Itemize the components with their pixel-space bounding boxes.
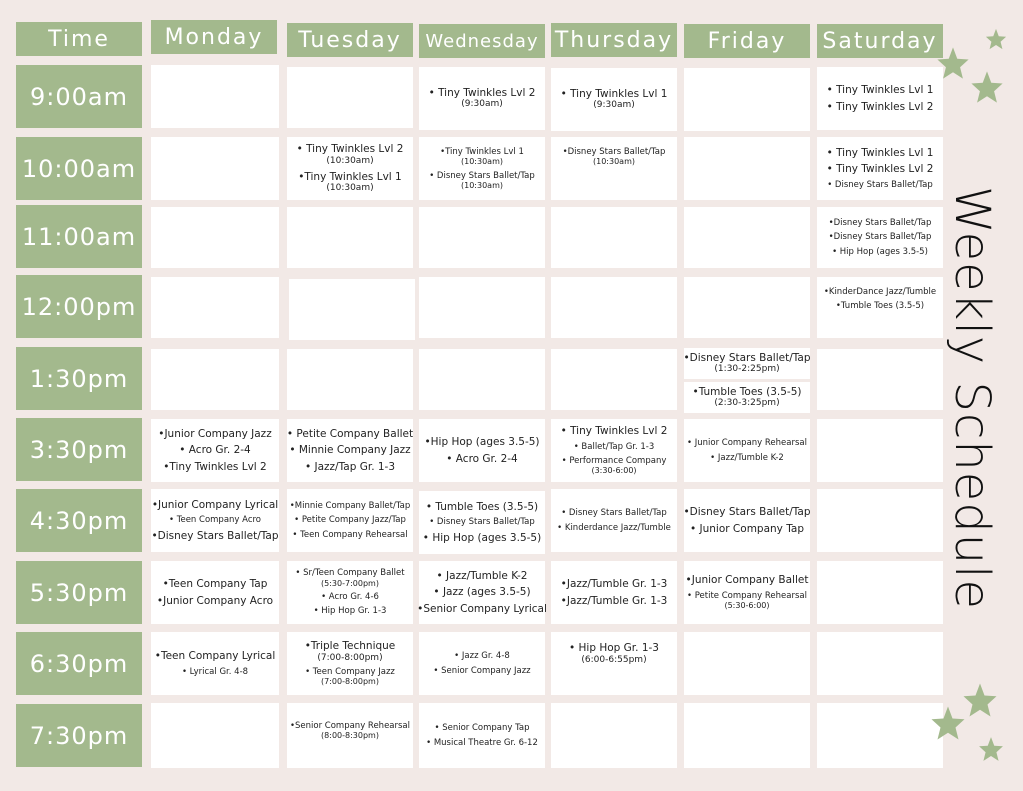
class-entry: •Disney Stars Ballet/Tap <box>828 218 932 229</box>
schedule-cell-fri-130pm-a <box>684 348 810 379</box>
class-entry: •Disney Stars Ballet/Tap (10:30am) <box>562 147 666 167</box>
header-friday: Friday <box>684 24 810 58</box>
schedule-cell-wed-11am <box>419 207 545 268</box>
page-title-text: Weekly Schedule <box>944 185 1001 611</box>
class-entry: •Senior Company Lyrical <box>417 602 547 615</box>
schedule-cell-tue-11am <box>287 207 413 268</box>
class-entry: • Tiny Twinkles Lvl 2 (10:30am) <box>296 143 404 166</box>
schedule-cell-sat-730pm <box>817 703 943 768</box>
schedule-cell-fri-530pm <box>684 561 810 624</box>
schedule-cell-sat-11am <box>817 207 943 268</box>
class-entry: •Tumble Toes (3.5-5) <box>835 301 925 312</box>
class-entry: •KinderDance Jazz/Tumble <box>823 287 937 297</box>
class-entry: • Tiny Twinkles Lvl 1 (9:30am) <box>560 87 668 111</box>
class-entry: •Junior Company Lyrical <box>151 498 279 511</box>
class-entry: •Tumble Toes (3.5-5) (2:30-3:25pm) <box>692 385 802 409</box>
schedule-cell-wed-130pm <box>419 349 545 410</box>
class-entry: • Jazz/Tap Gr. 1-3 <box>304 460 396 473</box>
class-entry: • Disney Stars Ballet/Tap (10:30am) <box>429 170 535 190</box>
class-entry: • Jazz/Tumble K-2 <box>436 569 528 582</box>
star-icon <box>985 28 1007 50</box>
class-entry: • Musical Theatre Gr. 6-12 <box>426 737 538 748</box>
schedule-cell-wed-12pm <box>419 277 545 338</box>
schedule-cell-wed-430pm <box>419 491 545 554</box>
schedule-cell-fri-330pm <box>684 419 810 482</box>
time-cell: 12:00pm <box>16 275 142 338</box>
schedule-cell-wed-630pm <box>419 632 545 695</box>
schedule-cell-thu-12pm <box>551 277 677 338</box>
schedule-cell-fri-10am <box>684 137 810 200</box>
class-entry: •Disney Stars Ballet/Tap (1:30-2:25pm) <box>683 351 811 375</box>
schedule-cell-mon-730pm <box>151 703 279 768</box>
schedule-cell-mon-12pm <box>151 277 279 338</box>
star-icon <box>978 736 1004 762</box>
class-entry: • Senior Company Tap <box>434 723 530 734</box>
class-entry: • Acro Gr. 2-4 <box>179 444 251 457</box>
header-monday: Monday <box>151 20 277 54</box>
schedule-cell-thu-11am <box>551 207 677 268</box>
schedule-cell-fri-11am <box>684 207 810 268</box>
time-cell: 10:00am <box>16 137 142 200</box>
schedule-cell-mon-530pm <box>151 561 279 624</box>
time-cell: 7:30pm <box>16 704 142 767</box>
class-entry: • Teen Company Jazz (7:00-8:00pm) <box>305 667 395 687</box>
schedule-cell-mon-630pm <box>151 632 279 695</box>
schedule-cell-sat-130pm <box>817 349 943 410</box>
schedule-cell-wed-330pm <box>419 419 545 482</box>
schedule-cell-tue-12pm <box>289 279 415 340</box>
schedule-cell-wed-9am <box>419 67 545 130</box>
header-time: Time <box>16 22 142 56</box>
class-entry: • Tiny Twinkles Lvl 2 (9:30am) <box>428 86 536 110</box>
class-entry: • Tiny Twinkles Lvl 2 <box>826 163 934 176</box>
schedule-cell-sat-530pm <box>817 561 943 624</box>
schedule-cell-thu-330pm <box>551 419 677 482</box>
class-entry: •Junior Company Acro <box>156 594 274 607</box>
class-entry: • Teen Company Acro <box>169 515 261 526</box>
schedule-cell-sat-630pm <box>817 632 943 695</box>
schedule-cell-tue-430pm <box>287 489 413 552</box>
class-entry: • Junior Company Tap <box>690 522 804 535</box>
schedule-cell-mon-9am <box>151 65 279 128</box>
schedule-cell-tue-530pm <box>287 561 413 624</box>
class-entry: • Sr/Teen Company Ballet (5:30-7:00pm) <box>295 568 405 588</box>
header-tuesday: Tuesday <box>287 23 413 57</box>
schedule-cell-sat-9am <box>817 67 943 130</box>
class-entry: •Triple Technique (7:00-8:00pm) <box>304 639 396 663</box>
class-entry: •Jazz/Tumble Gr. 1-3 <box>560 594 668 607</box>
schedule-cell-fri-9am <box>684 68 810 131</box>
class-entry: • Hip Hop Gr. 1-3 <box>313 606 387 617</box>
class-entry: •Jazz/Tumble Gr. 1-3 <box>560 577 668 590</box>
header-saturday: Saturday <box>817 24 943 58</box>
schedule-cell-wed-730pm <box>419 703 545 768</box>
class-entry: •Tiny Twinkles Lvl 2 <box>163 460 267 473</box>
star-icon <box>930 705 966 741</box>
time-cell: 6:30pm <box>16 632 142 695</box>
class-entry: • Acro Gr. 2-4 <box>446 452 518 465</box>
schedule-cell-thu-730pm <box>551 703 677 768</box>
class-entry: • Tumble Toes (3.5-5) <box>425 500 539 513</box>
time-cell: 1:30pm <box>16 347 142 410</box>
class-entry: • Disney Stars Ballet/Tap <box>827 180 933 190</box>
star-icon <box>970 70 1004 104</box>
schedule-cell-tue-9am <box>287 67 413 128</box>
class-entry: • Jazz/Tumble K-2 <box>710 452 784 463</box>
class-entry: • Hip Hop Gr. 1-3 (6:00-6:55pm) <box>569 642 659 665</box>
schedule-cell-fri-630pm <box>684 632 810 695</box>
class-entry: •Hip Hop (ages 3.5-5) <box>424 435 540 448</box>
time-cell: 11:00am <box>16 205 142 268</box>
class-entry: • Tiny Twinkles Lvl 1 <box>826 83 934 96</box>
header-thursday: Thursday <box>551 23 677 57</box>
class-entry: •Disney Stars Ballet/Tap <box>151 529 279 542</box>
class-entry: • Performance Company (3:30-6:00) <box>561 456 667 476</box>
class-entry: •Tiny Twinkles Lvl 1 (10:30am) <box>440 146 524 166</box>
schedule-cell-thu-9am <box>551 68 677 131</box>
class-entry: •Junior Company Jazz <box>158 427 272 440</box>
class-entry: •Teen Company Tap <box>162 577 268 590</box>
schedule-cell-fri-730pm <box>684 703 810 768</box>
class-entry: • Lyrical Gr. 4-8 <box>181 666 249 677</box>
time-cell: 4:30pm <box>16 489 142 552</box>
class-entry: • Hip Hop (ages 3.5-5) <box>832 246 928 257</box>
schedule-cell-sat-430pm <box>817 489 943 552</box>
class-entry: • Jazz Gr. 4-8 <box>454 651 510 662</box>
class-entry: • Senior Company Jazz <box>433 665 531 676</box>
class-entry: • Acro Gr. 4-6 <box>321 592 379 603</box>
class-entry: • Jazz (ages 3.5-5) <box>433 586 531 599</box>
page-title <box>942 128 1002 668</box>
schedule-cell-tue-130pm <box>287 349 413 410</box>
star-icon <box>962 682 998 718</box>
time-cell: 9:00am <box>16 65 142 128</box>
schedule-cell-sat-10am <box>817 137 943 200</box>
class-entry: • Tiny Twinkles Lvl 2 <box>560 425 668 438</box>
class-entry: • Tiny Twinkles Lvl 1 <box>826 146 934 159</box>
schedule-cell-tue-730pm <box>287 703 413 768</box>
schedule-cell-thu-630pm <box>551 632 677 695</box>
class-entry: • Hip Hop (ages 3.5-5) <box>422 531 542 544</box>
class-entry: • Teen Company Rehearsal <box>292 529 408 540</box>
class-entry: • Petite Company Rehearsal (5:30-6:00) <box>687 590 807 611</box>
time-cell: 5:30pm <box>16 561 142 624</box>
class-entry: • Petite Company Jazz/Tap <box>294 515 406 526</box>
class-entry: •Senior Company Rehearsal (8:00-8:30pm) <box>290 721 410 741</box>
schedule-cell-mon-430pm <box>151 489 279 552</box>
schedule-cell-tue-630pm <box>287 632 413 695</box>
class-entry: • Ballet/Tap Gr. 1-3 <box>573 441 655 452</box>
class-entry: • Kinderdance Jazz/Tumble <box>557 522 671 533</box>
schedule-cell-mon-330pm <box>151 419 279 482</box>
class-entry: •Disney Stars Ballet/Tap <box>683 505 811 518</box>
star-icon <box>936 46 970 80</box>
class-entry: •Teen Company Lyrical <box>154 650 276 663</box>
schedule-cell-fri-430pm <box>684 489 810 552</box>
class-entry: • Petite Company Ballet <box>286 427 414 440</box>
schedule-cell-thu-530pm <box>551 561 677 624</box>
schedule-cell-fri-12pm <box>684 277 810 338</box>
schedule-cell-thu-10am <box>551 137 677 200</box>
schedule-cell-wed-530pm <box>419 561 545 624</box>
class-entry: •Tiny Twinkles Lvl 1 (10:30am) <box>298 170 402 194</box>
header-wednesday: Wednesday <box>419 24 545 58</box>
schedule-cell-fri-130pm-b <box>684 382 810 413</box>
schedule-cell-mon-10am <box>151 137 279 200</box>
class-entry: • Tiny Twinkles Lvl 2 <box>826 100 934 113</box>
time-cell: 3:30pm <box>16 418 142 481</box>
class-entry: •Junior Company Ballet <box>685 574 809 587</box>
schedule-cell-tue-330pm <box>287 419 413 482</box>
class-entry: • Disney Stars Ballet/Tap <box>429 517 535 528</box>
schedule-cell-tue-10am <box>287 137 413 200</box>
class-entry: • Junior Company Rehearsal <box>687 438 807 449</box>
class-entry: •Disney Stars Ballet/Tap <box>828 232 932 243</box>
schedule-cell-wed-10am <box>419 137 545 200</box>
schedule-cell-sat-12pm <box>817 277 943 338</box>
schedule-cell-thu-430pm <box>551 489 677 552</box>
schedule-cell-mon-130pm <box>151 349 279 410</box>
schedule-cell-sat-330pm <box>817 419 943 482</box>
class-entry: •Minnie Company Ballet/Tap <box>289 501 411 512</box>
schedule-cell-thu-130pm <box>551 349 677 410</box>
schedule-cell-mon-11am <box>151 207 279 268</box>
class-entry: • Minnie Company Jazz <box>289 444 411 457</box>
class-entry: • Disney Stars Ballet/Tap <box>561 508 667 519</box>
